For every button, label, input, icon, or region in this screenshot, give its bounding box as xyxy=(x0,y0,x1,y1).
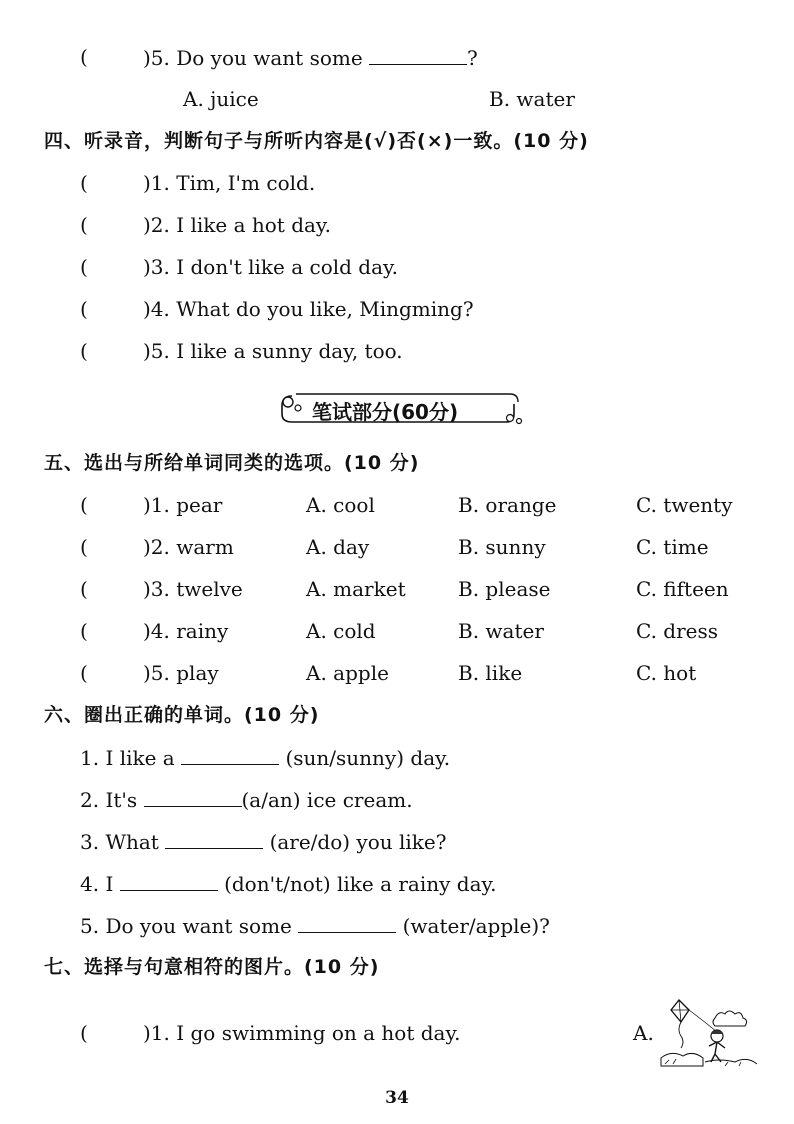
answer-paren[interactable]: ( xyxy=(80,297,88,321)
sec5-question: )1. pear xyxy=(143,493,223,517)
answer-blank[interactable] xyxy=(144,786,242,807)
sec5-question: )2. warm xyxy=(143,535,234,559)
sec4-item-4: )4. What do you like, Mingming? xyxy=(143,297,474,321)
kite-flying-picture[interactable] xyxy=(655,996,763,1070)
sec4-item-2: )2. I like a hot day. xyxy=(143,213,331,237)
answer-paren[interactable]: ( xyxy=(80,493,88,517)
option-a: A. juice xyxy=(183,87,259,111)
section-5-title: 五、选出与所给单词同类的选项。(10 分) xyxy=(44,452,420,474)
option-c: C. time xyxy=(636,535,709,559)
answer-blank[interactable] xyxy=(165,828,263,849)
option-a: A. day xyxy=(306,535,370,559)
option-c: C. fifteen xyxy=(636,577,729,601)
option-b: B. like xyxy=(458,661,523,685)
written-part-label: 笔试部分(60分) xyxy=(312,400,459,424)
option-b: B. orange xyxy=(458,493,557,517)
option-b: B. water xyxy=(458,619,544,643)
sec6-item-1: 1. I like a (sun/sunny) day. xyxy=(80,746,451,770)
answer-paren[interactable]: ( xyxy=(80,45,88,69)
answer-paren[interactable]: ( xyxy=(80,535,88,559)
answer-blank[interactable] xyxy=(369,44,467,65)
answer-paren[interactable]: ( xyxy=(80,577,88,601)
question-text: )5. Do you want some ? xyxy=(143,46,478,70)
option-c: C. twenty xyxy=(636,493,733,517)
picture-option-a-label: A. xyxy=(633,1021,654,1045)
sec6-item-5: 5. Do you want some (water/apple)? xyxy=(80,914,550,938)
sec6-item-4: 4. I (don't/not) like a rainy day. xyxy=(80,872,497,896)
option-c: C. dress xyxy=(636,619,719,643)
page-number: 34 xyxy=(385,1088,409,1108)
sec6-item-2: 2. It's (a/an) ice cream. xyxy=(80,788,413,812)
option-a: A. apple xyxy=(306,661,389,685)
answer-paren[interactable]: ( xyxy=(80,1021,88,1045)
sec7-item-1: )1. I go swimming on a hot day. xyxy=(143,1021,461,1045)
sec5-question: )3. twelve xyxy=(143,577,243,601)
option-a: A. cool xyxy=(306,493,375,517)
option-c: C. hot xyxy=(636,661,697,685)
option-b: B. water xyxy=(489,87,575,111)
sec5-question: )4. rainy xyxy=(143,619,229,643)
answer-paren[interactable]: ( xyxy=(80,255,88,279)
answer-paren[interactable]: ( xyxy=(80,661,88,685)
section-7-title: 七、选择与句意相符的图片。(10 分) xyxy=(44,956,380,978)
answer-paren[interactable]: ( xyxy=(80,213,88,237)
answer-blank[interactable] xyxy=(120,870,218,891)
option-a: A. market xyxy=(306,577,406,601)
sec6-item-3: 3. What (are/do) you like? xyxy=(80,830,447,854)
sec4-item-3: )3. I don't like a cold day. xyxy=(143,255,399,279)
option-b: B. sunny xyxy=(458,535,546,559)
answer-blank[interactable] xyxy=(181,744,279,765)
answer-paren[interactable]: ( xyxy=(80,339,88,363)
sec5-question: )5. play xyxy=(143,661,219,685)
option-b: B. please xyxy=(458,577,551,601)
answer-paren[interactable]: ( xyxy=(80,619,88,643)
option-a: A. cold xyxy=(306,619,376,643)
answer-blank[interactable] xyxy=(298,912,396,933)
section-6-title: 六、圈出正确的单词。(10 分) xyxy=(44,704,320,726)
section-4-title: 四、听录音，判断句子与所听内容是(√)否(×)一致。(10 分) xyxy=(44,130,589,152)
sec4-item-5: )5. I like a sunny day, too. xyxy=(143,339,403,363)
answer-paren[interactable]: ( xyxy=(80,171,88,195)
sec4-item-1: )1. Tim, I'm cold. xyxy=(143,171,316,195)
